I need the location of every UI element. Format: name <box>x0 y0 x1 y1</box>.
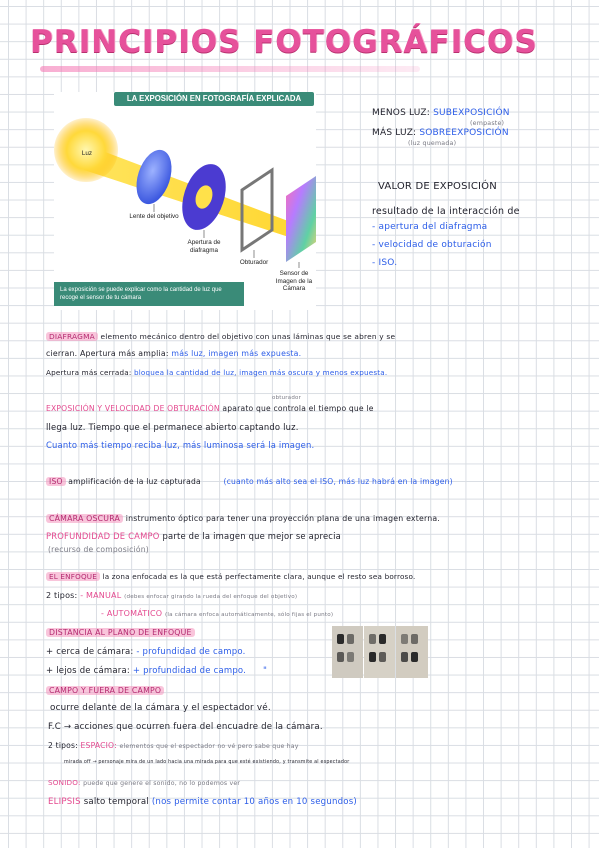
elipsis-note: (nos permite contar 10 años en 10 segundos) <box>151 797 357 807</box>
lejos-line <box>46 666 267 676</box>
mirada-text: mirada off → personaje mira de un lado hacia una mirada para que esté existiendo, y transmite al espectador <box>64 760 350 765</box>
espacio-text: elementos que el espectador no vé pero sabe que hay <box>119 743 299 750</box>
distancia-term: DISTANCIA AL PLANO DE ENFOQUE <box>46 628 195 637</box>
menos-luz-note: (empaste) <box>470 120 505 127</box>
valor-item-2: - velocidad de obturación <box>372 240 492 250</box>
profundidad-note: (recurso de composición) <box>48 545 149 554</box>
diafragma-text-3b: bloquea la cantidad de luz, imagen más oscura y menos expuesta. <box>133 368 388 377</box>
diafragma-text-2b: más luz, imagen más expuesta. <box>171 349 302 358</box>
mas-luz-label: MÁS LUZ: <box>372 128 417 138</box>
manual-note: (debes enfocar girando la rueda del enfoque del objetivo) <box>124 594 298 600</box>
diafragma-line-1 <box>46 332 395 341</box>
label-lente: Lente del objetivo <box>129 213 179 220</box>
exposure-infographic <box>54 92 316 310</box>
obturador-small: obturador <box>272 395 302 401</box>
espacio-line <box>48 741 299 750</box>
camara-term: CÁMARA OSCURA <box>46 514 123 523</box>
elipsis-term: ELIPSIS <box>48 797 81 807</box>
lejos-value: + profundidad de campo. <box>132 666 247 676</box>
elipsis-line <box>48 797 357 807</box>
diafragma-text-3a: Apertura más cerrada: <box>46 368 132 377</box>
profundidad-term: PROFUNDIDAD DE CAMPO <box>46 531 160 541</box>
iso-text: amplificación de la luz capturada <box>68 477 201 486</box>
obturacion-text-3: Cuanto más tiempo reciba luz, más luminosa será la imagen. <box>46 440 315 450</box>
diafragma-term: DIAFRAGMA <box>46 332 98 341</box>
title-underline <box>40 66 420 72</box>
enfoque-term: EL ENFOQUE <box>46 572 100 581</box>
infographic-header: LA EXPOSICIÓN EN FOTOGRAFÍA EXPLICADA <box>114 92 314 106</box>
valor-heading: VALOR DE EXPOSICIÓN <box>378 181 497 192</box>
menos-luz-label: MENOS LUZ: <box>372 108 431 118</box>
camara-line <box>46 514 440 523</box>
tipos-label: 2 tipos: <box>46 591 78 600</box>
mas-luz-note: (luz quemada) <box>408 140 457 147</box>
camara-text: instrumento óptico para tener una proyección plana de una imagen externa. <box>125 514 441 523</box>
label-luz: Luz <box>81 150 93 157</box>
campo-term-line <box>46 686 164 695</box>
menos-luz-line <box>372 108 510 118</box>
auto-term: - AUTOMÁTICO <box>101 609 163 618</box>
lejos-label: + lejos de cámara: <box>46 666 130 676</box>
iso-note: (cuanto más alto sea el ISO, más luz habrá en la imagen) <box>223 477 453 486</box>
label-apertura: Apertura de diafragma <box>187 239 221 254</box>
dof-photo-strip <box>332 626 428 678</box>
enfoque-text: la zona enfocada es la que está perfectamente clara, aunque el resto sea borroso. <box>102 572 416 581</box>
enfoque-line <box>46 572 415 581</box>
distancia-term-line <box>46 628 195 637</box>
label-sensor: Sensor de Imagen de la Cámara <box>275 270 313 292</box>
manual-term: - MANUAL <box>80 591 122 600</box>
mas-luz-value: SOBREEXPOSICIÓN <box>419 128 509 138</box>
campo-term: CAMPO Y FUERA DE CAMPO <box>46 686 164 695</box>
valor-item-1: - apertura del diafragma <box>372 222 488 232</box>
cerca-value: - profundidad de campo. <box>136 647 246 657</box>
sonido-line <box>48 778 240 787</box>
diafragma-text-1: elemento mecánico dentro del objetivo con unas láminas que se abren y se <box>100 332 396 341</box>
label-obturador: Obturador <box>239 259 269 266</box>
diafragma-line-3 <box>46 368 387 377</box>
infographic-footer: La exposición se puede explicar como la cantidad de luz que recoge el sensor de tu cámara <box>54 282 244 306</box>
valor-item-3: - ISO. <box>372 258 398 268</box>
elipsis-text: salto temporal <box>83 797 149 807</box>
espacio-term: ESPACIO: <box>80 741 117 750</box>
diafragma-line-2 <box>46 349 301 358</box>
diafragma-text-2a: cierran. Apertura más amplia: <box>46 349 169 358</box>
fc-text: F.C → acciones que ocurren fuera del encuadre de la cámara. <box>48 722 323 732</box>
obturacion-term: EXPOSICIÓN Y VELOCIDAD DE OBTURACIÓN <box>46 404 220 413</box>
mas-luz-line <box>372 128 509 138</box>
cerca-label: + cerca de cámara: <box>46 647 134 657</box>
obturacion-line-1 <box>46 404 374 413</box>
sonido-text: puede que genere el sonido, no lo podemos ver <box>83 780 241 787</box>
auto-note: (la cámara enfoca automáticamente, sólo fijas el punto) <box>164 612 334 618</box>
profundidad-text: parte de la imagen que mejor se aprecia <box>162 531 341 541</box>
iso-line <box>46 477 453 486</box>
tipos2-label: 2 tipos: <box>48 741 78 750</box>
tipos-manual-line <box>46 591 297 600</box>
auto-line <box>101 609 333 618</box>
lejos-ditto: " <box>263 666 268 676</box>
obturacion-text-1: aparato que controla el tiempo que le <box>222 404 374 413</box>
obturacion-text-2: llega luz. Tiempo que el permanece abierto captando luz. <box>46 422 299 432</box>
dof-photos <box>332 626 428 678</box>
sonido-term: SONIDO: <box>48 778 81 787</box>
profundidad-line <box>46 531 341 541</box>
campo-text: ocurre delante de la cámara y el espectador vé. <box>50 703 271 713</box>
page-title: PRINCIPIOS FOTOGRÁFICOS <box>30 24 538 60</box>
sensor-icon <box>286 176 316 262</box>
menos-luz-value: SUBEXPOSICIÓN <box>433 108 510 118</box>
resultado-line: resultado de la interacción de <box>372 206 520 217</box>
cerca-line <box>46 647 246 657</box>
iso-term: ISO <box>46 477 66 486</box>
